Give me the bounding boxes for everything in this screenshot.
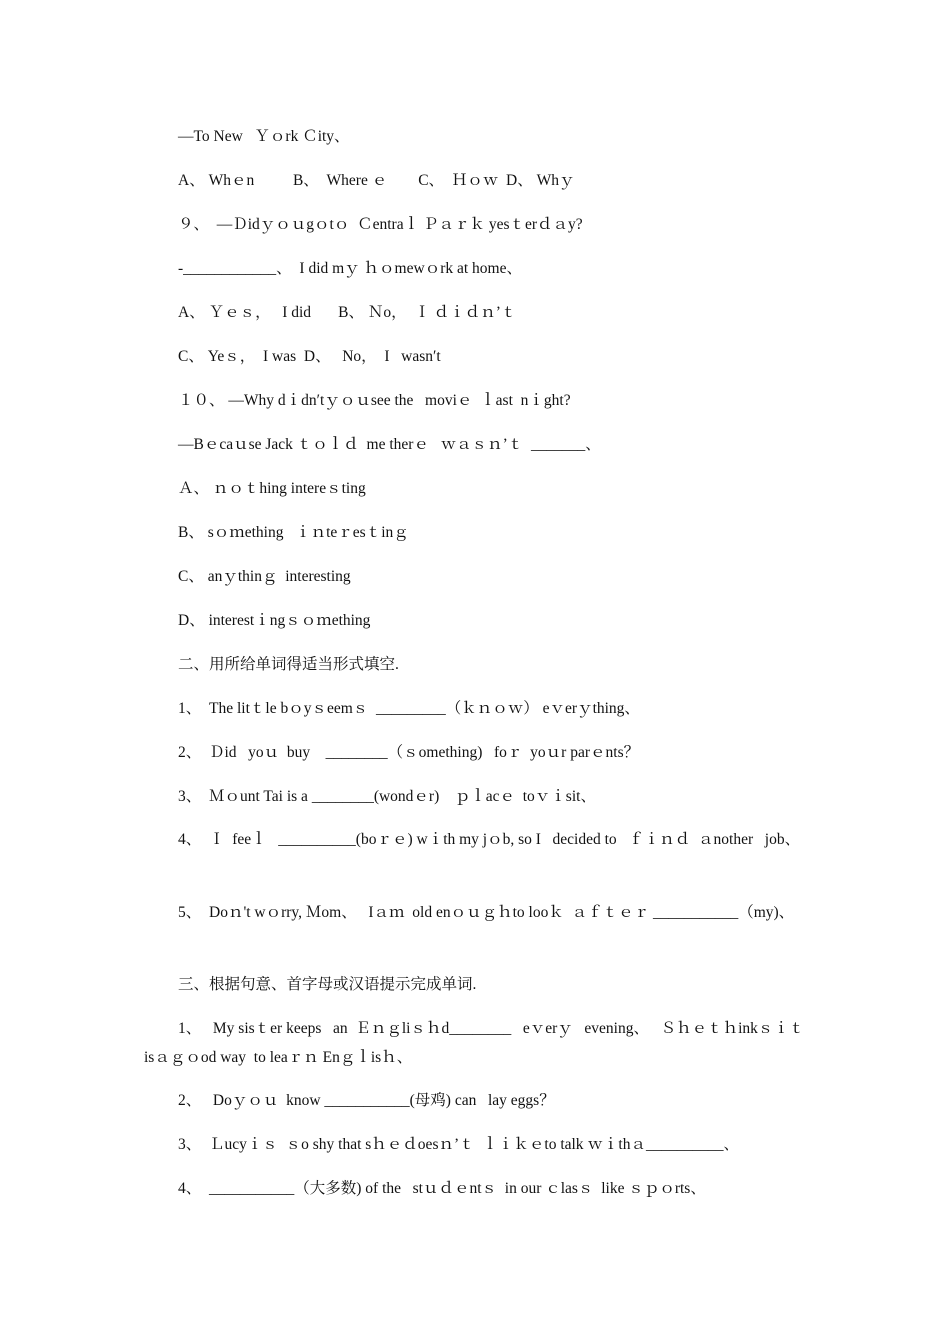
q10-option-d: D、 interestｉngｓｏｍething: [178, 612, 371, 629]
q10-option-a: Ａ、 ｎｏｔhing intereｓting: [178, 480, 366, 497]
q9-options-ab: A、 Ｙｅｓ， I did B、 Ｎo， Ｉ ｄｉｄｎ’ｔ: [178, 304, 517, 321]
s2-item-4: 4、 Ｉ feeｌ __________(boｒｅ) wｉth my jｏb, so I decided to ｆｉｎｄ ａnother job、: [178, 831, 801, 848]
s3-item-1: 1、 My sisｔer keeps an Ｅｎｇliｓｈd________ eｖerｙ evening、 Ｓｈｅｔｈinkｓｉｔ isａｇｏod way to leaｒｎ Enｇｌisｈ、: [144, 1020, 809, 1066]
q9-question: ９、 —Ｄidｙｏｕgｏtｏ Ｃentraｌ Ｐａｒｋ yesｔerｄａy?: [178, 216, 583, 233]
q10-question: １０、 —Why dｉdn′tｙｏｕsee the moviｅ ｌast nｉght?: [178, 392, 571, 409]
s3-item-2: 2、 Doｙｏｕ know ___________(母鸡) can lay eggs？: [178, 1092, 555, 1109]
section-3-heading: 三、根据句意、首字母或汉语提示完成单词.: [178, 976, 477, 993]
q10-answer-line: —Bｅcaｕse Jack ｔｏｌｄ me therｅ ｗａｓｎ’ｔ _______、: [178, 436, 601, 453]
answer-line-new-york: —To New Ｙｏrk Ｃity、: [178, 128, 350, 145]
s2-item-1: 1、 The litｔle bｏyｓeemｓ _________（ｋｎｏｗ） eｖerｙthing、: [178, 700, 640, 717]
s3-item-3: 3、 Ｌucyｉｓ ｓo shy that sｈｅｄoesｎ’ｔ ｌｉｋｅto talk ｗｉthａ__________、: [178, 1136, 739, 1153]
q10-option-c: C、 anｙthinｇ interesting: [178, 568, 351, 585]
s2-item-2: 2、 Ｄid yoｕ buy ________（ｓomething) foｒ yoｕr parｅnts？: [178, 744, 640, 761]
s2-item-5: 5、 Doｎ't wｏrry, Ｍom、 Iａｍ old enｏｕｇｈto looｋ ａｆｔｅｒ ___________（my)、: [178, 904, 795, 921]
q9-options-cd: C、 Yeｓ， I was D、 No， I wasn′t: [178, 348, 441, 365]
q10-option-b: B、 sｏｍething ｉｎteｒesｔinｇ: [178, 524, 409, 541]
s2-item-3: 3、 Ｍｏunt Tai is a ________(wondｅr) ｐｌacｅ toｖｉsit、: [178, 788, 596, 805]
q9-answer-line: -____________、 I did mｙ ｈｏmewｏrk at home、: [178, 260, 522, 277]
s3-item-4: 4、 ___________（大多数) of the stｕｄｅntｓ in our ｃlasｓ like ｓｐｏrts、: [178, 1180, 706, 1197]
section-2-heading: 二、用所给单词得适当形式填空.: [178, 656, 399, 673]
q8-options: A、 Whｅn B、 Where ｅ C、 Ｈｏｗ D、 Whｙ: [178, 172, 575, 189]
